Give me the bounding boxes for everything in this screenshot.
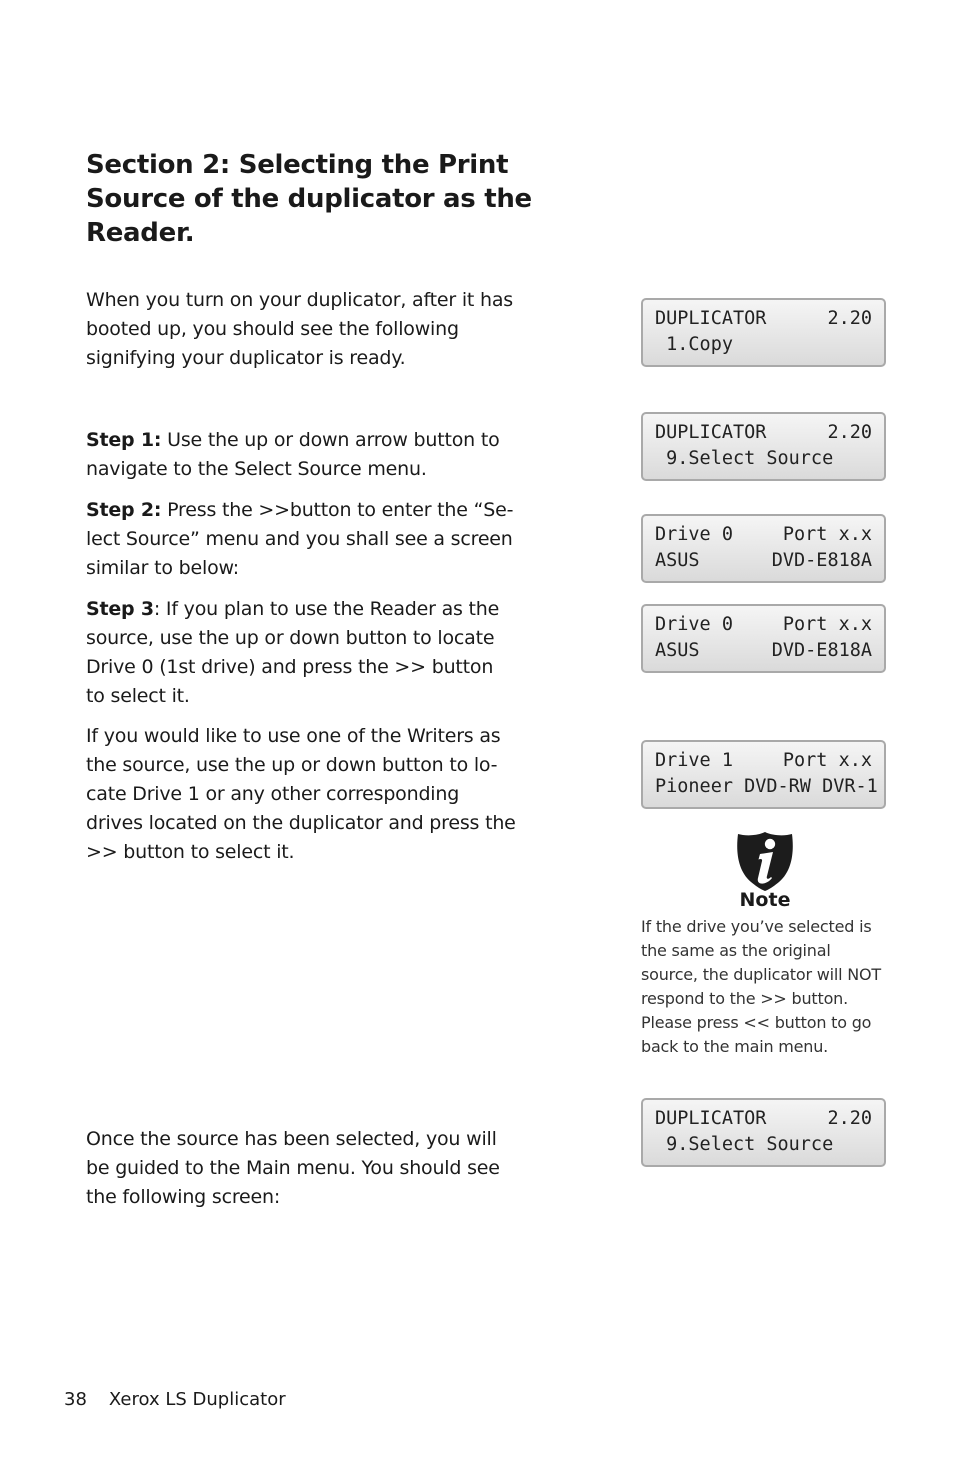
lcd-text: ASUS <box>655 640 700 661</box>
page-number: 38 <box>64 1389 87 1410</box>
lcd-text: DUPLICATOR <box>655 1108 767 1129</box>
section-heading <box>86 148 556 250</box>
lcd-screen-drive1 <box>641 740 886 809</box>
final-paragraph: Once the source has been selected, you will be guided to the Main menu. You should see the following screen: <box>86 1128 500 1208</box>
step-text: Press the >>button to enter the “Se- lect Source” menu and you shall see a screen similar to below: <box>86 499 514 579</box>
lcd-text: Drive 0 <box>655 614 733 635</box>
step1-paragraph <box>86 426 516 484</box>
step-label: Step 1: <box>86 429 162 451</box>
lcd-text: DVD-E818A <box>771 640 872 661</box>
lcd-text: 9.Select Source <box>655 1134 834 1155</box>
step-text: Use the up or down arrow button to navigate to the Select Source menu. <box>86 429 500 480</box>
lcd-text: 9.Select Source <box>655 448 834 469</box>
step2-paragraph <box>86 496 516 583</box>
lcd-text: 2.20 <box>827 422 872 443</box>
lcd-text: ASUS <box>655 550 700 571</box>
lcd-text: DVD-E818A <box>771 550 872 571</box>
intro-paragraph: When you turn on your duplicator, after it has booted up, you should see the following signifying your duplicator is ready. <box>86 289 513 369</box>
lcd-text: Port x.x <box>782 524 872 545</box>
step-text: : If you plan to use the Reader as the source, use the up or down button to locate Drive 0 (1st drive) and press the >> button to select it. <box>86 598 500 707</box>
footer-title: Xerox LS Duplicator <box>108 1389 286 1410</box>
lcd-text: Drive 1 <box>655 750 733 771</box>
step-label: Step 3 <box>86 598 154 620</box>
lcd-screen-drive0 <box>641 514 886 583</box>
lcd-text: 2.20 <box>827 308 872 329</box>
note-label: Note <box>739 889 791 911</box>
lcd-text: DUPLICATOR <box>655 308 767 329</box>
lcd-text: Pioneer DVD-RW DVR-1 <box>655 776 878 797</box>
step-label: Step 2: <box>86 499 162 521</box>
lcd-text: Drive 0 <box>655 524 733 545</box>
lcd-screen-main-menu <box>641 1098 886 1167</box>
lcd-screen-drive0-selected <box>641 604 886 673</box>
lcd-screen-ready <box>641 298 886 367</box>
lcd-screen-select-source <box>641 412 886 481</box>
note-text: If the drive you’ve selected is the same as the original source, the duplicator will NOT respond to the >> button. Please press << button to go back to the main menu. <box>641 917 881 1056</box>
lcd-text: 1.Copy <box>655 334 733 355</box>
lcd-text: 2.20 <box>827 1108 872 1129</box>
heading-line: Source of the duplicator as the <box>86 184 532 214</box>
lcd-text: Port x.x <box>782 614 872 635</box>
writers-paragraph: If you would like to use one of the Writers as the source, use the up or down button to lo- cate Drive 1 or any other corresponding drives located on the duplicator and press the >> button to select it. <box>86 725 516 863</box>
heading-line: Section 2: Selecting the Print <box>86 150 509 180</box>
page-footer <box>64 1389 286 1410</box>
info-icon <box>735 830 795 892</box>
heading-line: Reader. <box>86 218 195 248</box>
lcd-text: Port x.x <box>782 750 872 771</box>
step3-paragraph <box>86 595 516 711</box>
lcd-text: DUPLICATOR <box>655 422 767 443</box>
